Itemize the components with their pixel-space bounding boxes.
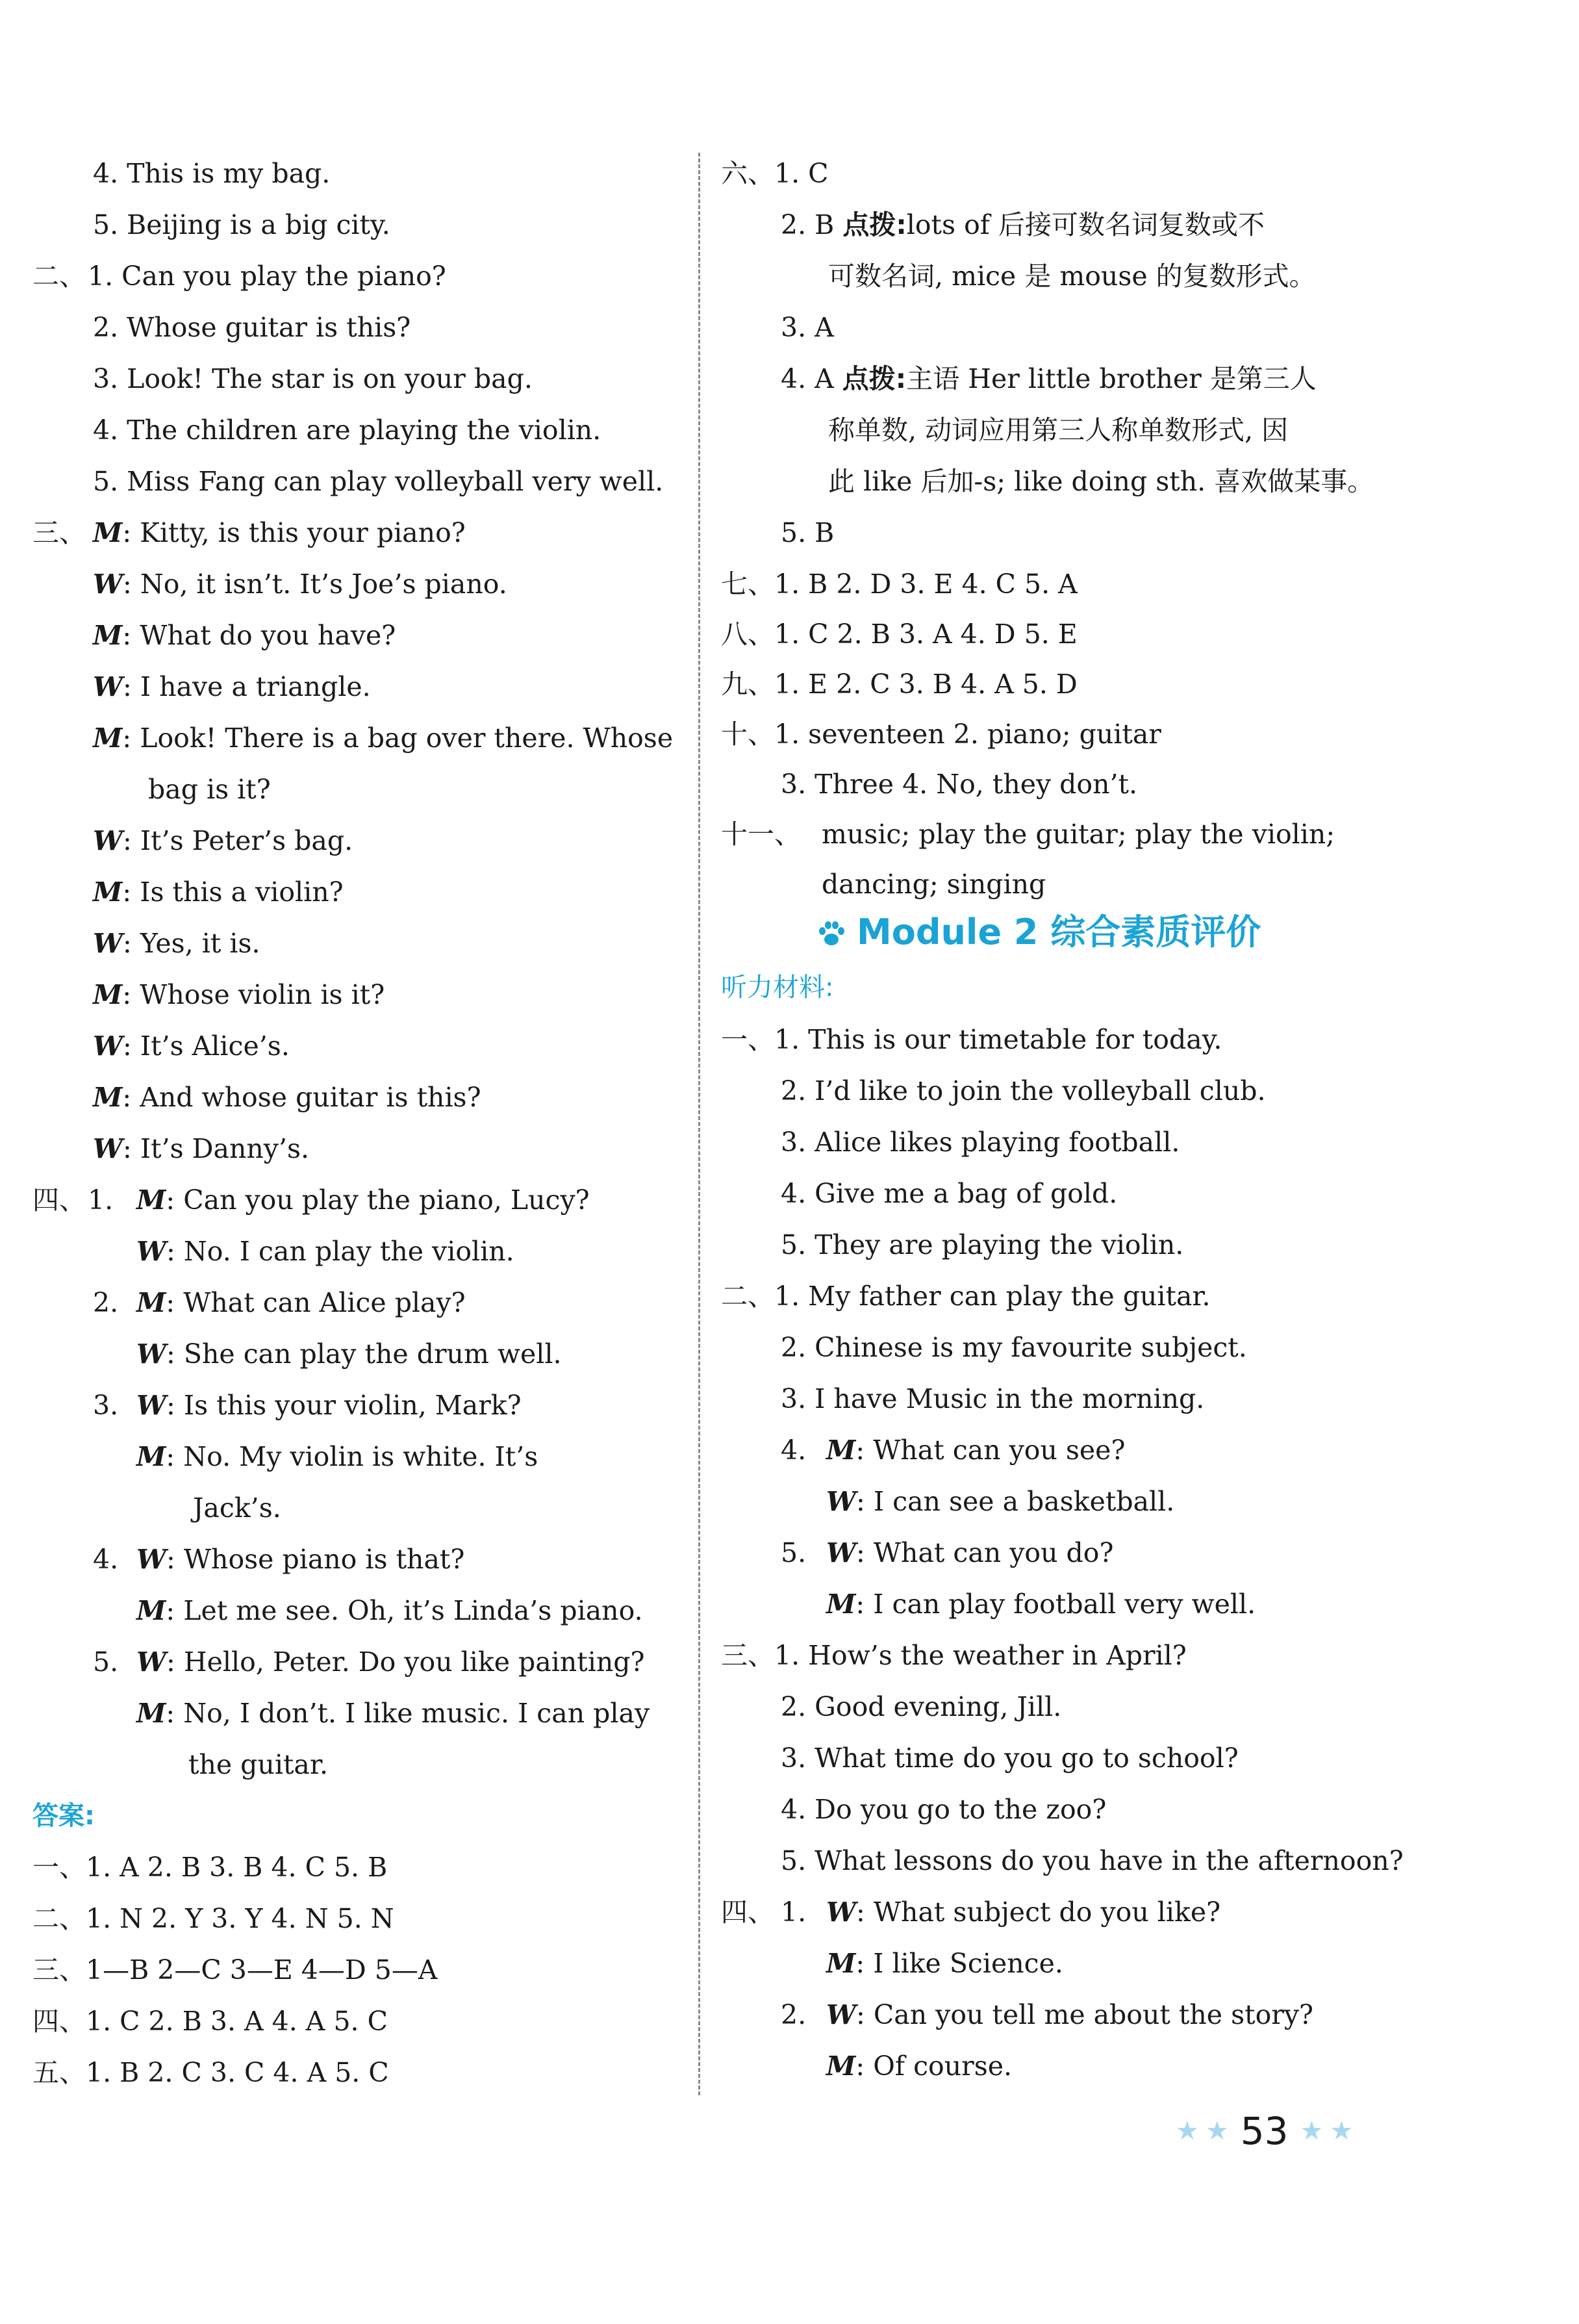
speaker-label: M: [826, 2050, 856, 2082]
speaker-label: M: [826, 1948, 856, 1979]
dialogue-line: W: Can you tell me about the story?: [826, 1999, 1314, 2030]
speaker-label: M: [136, 1595, 166, 1626]
text-line: 5. What lessons do you have in the afternoon?: [781, 1845, 1404, 1876]
text-line: the guitar.: [188, 1749, 328, 1780]
answer-row: dancing; singing: [822, 869, 1046, 900]
text-line: 1. Can you play the piano?: [88, 261, 446, 292]
item-number: 5.: [781, 1537, 807, 1568]
answer-row: 七、1. B 2. D 3. E 4. C 5. A: [721, 568, 1078, 600]
item-number: 5.: [93, 1646, 119, 1678]
text-line: 2. Chinese is my favourite subject.: [781, 1332, 1247, 1363]
speaker-label: M: [826, 1589, 856, 1620]
dialogue-text: Whose violin is it?: [140, 979, 385, 1010]
column-divider: [698, 153, 700, 2095]
text-line: 2. Good evening, Jill.: [781, 1691, 1062, 1722]
text-line: 4. This is my bag.: [93, 158, 331, 189]
text-line: 3. Look! The star is on your bag.: [93, 363, 533, 394]
text-line: 3. What time do you go to school?: [781, 1743, 1239, 1774]
dialogue-text: She can play the drum well.: [183, 1338, 562, 1370]
hint-text: 此 like 后加-s; like doing sth. 喜欢做某事。: [828, 466, 1374, 497]
module-title-text: Module 2 综合素质评价: [857, 912, 1261, 952]
dialogue-text: Let me see. Oh, it’s Linda’s piano.: [183, 1595, 643, 1626]
dialogue-line: W: Whose piano is that?: [136, 1544, 465, 1575]
dialogue-line: W: It’s Danny’s.: [93, 1133, 310, 1164]
speaker-label: M: [93, 620, 123, 651]
listening-heading: 听力材料:: [721, 973, 834, 1002]
answer-row: 一、1. A 2. B 3. B 4. C 5. B: [32, 1852, 388, 1883]
answers-heading: 答案:: [32, 1801, 95, 1831]
dialogue-text: What can Alice play?: [183, 1287, 466, 1318]
paw-icon: [815, 918, 848, 951]
speaker-label: M: [93, 722, 123, 754]
speaker-label: W: [93, 671, 123, 702]
dialogue-line: M: Can you play the piano, Lucy?: [136, 1184, 590, 1216]
star-icon: ★: [1205, 2116, 1229, 2146]
dialogue-text: I like Science.: [873, 1948, 1063, 1979]
dialogue-text: No. I can play the violin.: [183, 1236, 514, 1267]
dialogue-line: W: No. I can play the violin.: [136, 1236, 514, 1267]
text-line: 2. I’d like to join the volleyball club.: [781, 1075, 1266, 1106]
hint-text: lots of 后接可数名词复数或不: [906, 209, 1265, 240]
text-line: 5. They are playing the violin.: [781, 1229, 1184, 1260]
dialogue-text: It’s Danny’s.: [140, 1133, 310, 1164]
dialogue-text: Look! There is a bag over there. Whose: [140, 722, 674, 754]
speaker-label: W: [826, 1486, 857, 1517]
dialogue-line: W: No, it isn’t. It’s Joe’s piano.: [93, 568, 507, 600]
hint-text: 主语 Her little brother 是第三人: [906, 363, 1317, 394]
item-number: 3.: [93, 1390, 119, 1421]
hint-text: 可数名词, mice 是 mouse 的复数形式。: [828, 261, 1316, 292]
text-line: 5. Miss Fang can play volleyball very well.: [93, 466, 664, 497]
speaker-label: W: [136, 1338, 167, 1370]
speaker-label: W: [93, 825, 123, 856]
speaker-label: W: [826, 1537, 857, 1568]
text-line: 3. Alice likes playing football.: [781, 1127, 1180, 1158]
answer-row: music; play the guitar; play the violin;: [822, 819, 1335, 850]
star-icon: ★: [1330, 2116, 1354, 2146]
dialogue-text: Hello, Peter. Do you like painting?: [183, 1646, 645, 1678]
dialogue-line: W: What subject do you like?: [826, 1896, 1221, 1928]
dialogue-line: M: Is this a violin?: [93, 876, 344, 908]
dialogue-text: I can play football very well.: [873, 1589, 1256, 1620]
text-line: bag is it?: [148, 774, 271, 805]
answer-with-hint: [781, 205, 1265, 244]
answer-with-hint: [781, 359, 1317, 398]
section-marker: 十一、: [721, 819, 801, 850]
dialogue-text: What can you see?: [873, 1435, 1126, 1466]
answer-row: 3. Three 4. No, they don’t.: [781, 769, 1138, 800]
text-line: 3. I have Music in the morning.: [781, 1383, 1205, 1414]
dialogue-text: What subject do you like?: [873, 1896, 1221, 1928]
dialogue-line: W: What can you do?: [826, 1537, 1114, 1568]
item-number: 1.: [88, 1184, 114, 1216]
dialogue-line: M: I like Science.: [826, 1948, 1063, 1979]
dialogue-text: Of course.: [873, 2050, 1013, 2082]
module-title: [815, 906, 1261, 958]
star-icon: ★: [1176, 2116, 1199, 2146]
item-number: 2.: [93, 1287, 119, 1318]
dialogue-line: M: And whose guitar is this?: [93, 1082, 481, 1113]
page-number: 53: [1240, 2109, 1289, 2153]
section-marker: 三、: [32, 517, 86, 548]
dialogue-text: Whose piano is that?: [183, 1544, 465, 1575]
dialogue-line: M: No, I don’t. I like music. I can play: [136, 1698, 650, 1729]
item-number: 1.: [781, 1896, 807, 1928]
answer-row: 5. B: [781, 517, 835, 548]
dialogue-line: W: It’s Alice’s.: [93, 1030, 290, 1062]
speaker-label: W: [93, 1030, 123, 1062]
speaker-label: W: [93, 928, 123, 959]
dialogue-text: Is this your violin, Mark?: [183, 1390, 522, 1421]
dialogue-line: W: I can see a basketball.: [826, 1486, 1175, 1517]
speaker-label: M: [93, 517, 123, 548]
speaker-label: W: [826, 1999, 857, 2030]
text-line: 4. Give me a bag of gold.: [781, 1178, 1118, 1209]
section-marker: 四、: [32, 1184, 86, 1216]
text-line: 5. Beijing is a big city.: [93, 209, 390, 240]
answer-row: 八、1. C 2. B 3. A 4. D 5. E: [721, 619, 1078, 650]
text-line: 一、1. This is our timetable for today.: [721, 1024, 1222, 1055]
section-marker: 四、: [721, 1896, 774, 1928]
answer-row: 3. A: [781, 312, 834, 343]
dialogue-line: W: Is this your violin, Mark?: [136, 1390, 522, 1421]
dialogue-text: And whose guitar is this?: [140, 1082, 481, 1113]
speaker-label: M: [826, 1435, 856, 1466]
answer-row: 四、1. C 2. B 3. A 4. A 5. C: [32, 2006, 388, 2037]
dialogue-text: Is this a violin?: [140, 876, 344, 908]
dialogue-text: It’s Alice’s.: [140, 1030, 290, 1062]
dialogue-text: No, I don’t. I like music. I can play: [183, 1698, 650, 1729]
answer-row: 十、1. seventeen 2. piano; guitar: [721, 719, 1161, 750]
dialogue-line: M: I can play football very well.: [826, 1589, 1256, 1620]
dialogue-text: No, it isn’t. It’s Joe’s piano.: [140, 568, 507, 600]
item-number: 4.: [781, 1435, 807, 1466]
dialogue-text: Kitty, is this your piano?: [140, 517, 466, 548]
speaker-label: W: [826, 1896, 857, 1928]
dialogue-line: M: What can Alice play?: [136, 1287, 466, 1318]
text-line: 4. The children are playing the violin.: [93, 415, 601, 446]
dialogue-line: W: Yes, it is.: [93, 928, 260, 959]
dialogue-text: Can you tell me about the story?: [873, 1999, 1314, 2030]
dialogue-line: M: No. My violin is white. It’s: [136, 1441, 538, 1472]
dialogue-text: What do you have?: [140, 620, 396, 651]
text-line: 二、1. My father can play the guitar.: [721, 1281, 1211, 1312]
speaker-label: M: [136, 1698, 166, 1729]
answer-text: 4. A: [781, 363, 842, 394]
answer-row: 五、1. B 2. C 3. C 4. A 5. C: [32, 2057, 389, 2088]
item-number: 2.: [781, 1999, 807, 2030]
speaker-label: W: [136, 1646, 167, 1678]
answer-row: 二、1. N 2. Y 3. Y 4. N 5. N: [32, 1903, 394, 1934]
dialogue-text: What can you do?: [873, 1537, 1114, 1568]
speaker-label: W: [93, 568, 123, 600]
hint-text: 称单数, 动词应用第三人称单数形式, 因: [828, 415, 1289, 446]
dialogue-text: Can you play the piano, Lucy?: [183, 1184, 590, 1216]
speaker-label: M: [93, 979, 123, 1010]
answer-row: 九、1. E 2. C 3. B 4. A 5. D: [721, 669, 1078, 700]
page-number-area: [1176, 2105, 1353, 2157]
text-line: 4. Do you go to the zoo?: [781, 1794, 1107, 1825]
text-line: Jack’s.: [193, 1492, 281, 1524]
speaker-label: W: [136, 1544, 167, 1575]
dialogue-text: I can see a basketball.: [873, 1486, 1175, 1517]
dialogue-line: W: I have a triangle.: [93, 671, 371, 702]
star-icon: ★: [1300, 2116, 1324, 2146]
speaker-label: M: [93, 876, 123, 908]
section-marker: 二、: [32, 261, 86, 292]
speaker-label: W: [136, 1236, 167, 1267]
hint-label: 点拨:: [842, 363, 907, 394]
answer-row: 三、1—B 2—C 3—E 4—D 5—A: [32, 1954, 438, 1986]
dialogue-text: No. My violin is white. It’s: [183, 1441, 538, 1472]
dialogue-line: W: She can play the drum well.: [136, 1338, 562, 1370]
dialogue-line: W: Hello, Peter. Do you like painting?: [136, 1646, 645, 1678]
dialogue-text: It’s Peter’s bag.: [140, 825, 353, 856]
speaker-label: M: [93, 1082, 123, 1113]
dialogue-line: M: Let me see. Oh, it’s Linda’s piano.: [136, 1595, 643, 1626]
dialogue-text: I have a triangle.: [140, 671, 371, 702]
speaker-label: W: [93, 1133, 123, 1164]
dialogue-line: M: What can you see?: [826, 1435, 1126, 1466]
dialogue-text: Yes, it is.: [140, 928, 260, 959]
hint-label: 点拨:: [842, 209, 907, 240]
dialogue-line: W: It’s Peter’s bag.: [93, 825, 353, 856]
item-number: 4.: [93, 1544, 119, 1575]
speaker-label: W: [136, 1390, 167, 1421]
dialogue-line: M: What do you have?: [93, 620, 396, 651]
text-line: 2. Whose guitar is this?: [93, 312, 411, 343]
speaker-label: M: [136, 1287, 166, 1318]
speaker-label: M: [136, 1441, 166, 1472]
text-line: 三、1. How’s the weather in April?: [721, 1640, 1187, 1671]
speaker-label: M: [136, 1184, 166, 1216]
answer-row: 六、1. C: [721, 158, 829, 189]
dialogue-line: M: Look! There is a bag over there. Whose: [93, 722, 674, 754]
dialogue-line: M: Of course.: [826, 2050, 1013, 2082]
dialogue-line: M: Kitty, is this your piano?: [93, 517, 466, 548]
answer-text: 2. B: [781, 209, 843, 240]
dialogue-line: M: Whose violin is it?: [93, 979, 385, 1010]
